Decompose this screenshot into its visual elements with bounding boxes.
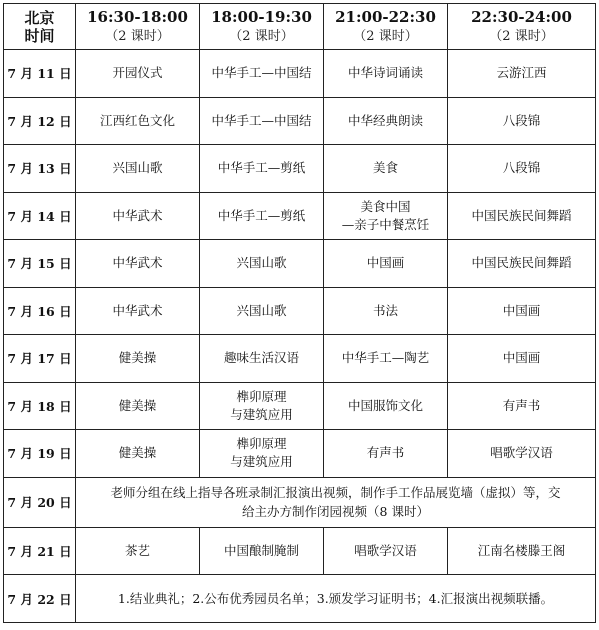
course-cell: 中国画	[448, 287, 596, 335]
course-cell: 美食	[324, 145, 448, 193]
slot-header-3	[324, 4, 448, 50]
course-cell: 健美操	[76, 430, 200, 478]
course-cell: 中国服饰文化	[324, 382, 448, 430]
note-cell	[76, 477, 596, 527]
course-cell	[200, 430, 324, 478]
course-cell	[324, 192, 448, 240]
course-cell: 书法	[324, 287, 448, 335]
date-cell: 7 月 18 日	[4, 382, 76, 430]
course-cell: 中国民族民间舞蹈	[448, 240, 596, 288]
table-row	[4, 477, 596, 527]
course-cell: 中国民族民间舞蹈	[448, 192, 596, 240]
course-cell: 中国画	[448, 335, 596, 383]
date-cell: 7 月 22 日	[4, 575, 76, 623]
course-cell: 云游江西	[448, 50, 596, 98]
table-row	[4, 335, 596, 383]
date-cell: 7 月 19 日	[4, 430, 76, 478]
course-line-1: 美食中国	[360, 198, 411, 214]
course-line-2: 与建筑应用	[230, 406, 293, 422]
course-cell: 中华手工—中国结	[200, 97, 324, 145]
course-cell: 八段锦	[448, 145, 596, 193]
note-line-2: 给主办方制作闭园视频（8 课时）	[242, 504, 429, 519]
slot-time: 16:30-18:00	[87, 7, 188, 26]
course-cell: 中华诗词诵读	[324, 50, 448, 98]
course-cell: 中华经典朗读	[324, 97, 448, 145]
beijing-time-header	[4, 4, 76, 50]
course-cell: 健美操	[76, 335, 200, 383]
course-cell: 八段锦	[448, 97, 596, 145]
course-cell: 健美操	[76, 382, 200, 430]
course-cell: 中华武术	[76, 287, 200, 335]
date-cell: 7 月 13 日	[4, 145, 76, 193]
header-row	[4, 4, 596, 50]
date-cell: 7 月 14 日	[4, 192, 76, 240]
course-line-1: 榫卯原理	[236, 436, 287, 452]
date-cell: 7 月 16 日	[4, 287, 76, 335]
course-cell: 中华手工—陶艺	[324, 335, 448, 383]
slot-hours: （2 课时）	[353, 28, 418, 44]
table-row	[4, 192, 596, 240]
course-line-2: 与建筑应用	[230, 454, 293, 470]
slot-time: 21:00-22:30	[335, 7, 436, 26]
slot-time: 22:30-24:00	[471, 7, 572, 26]
course-line-2: —亲子中餐烹饪	[341, 216, 430, 232]
course-cell: 江南名楼滕王阁	[448, 527, 596, 575]
course-cell: 趣味生活汉语	[200, 335, 324, 383]
slot-hours: （2 课时）	[105, 28, 170, 44]
course-cell: 唱歌学汉语	[324, 527, 448, 575]
slot-header-1	[76, 4, 200, 50]
course-cell	[200, 382, 324, 430]
slot-header-2	[200, 4, 324, 50]
table-row	[4, 97, 596, 145]
course-cell: 有声书	[448, 382, 596, 430]
table-row	[4, 382, 596, 430]
corner-line-2: 时间	[24, 26, 55, 45]
course-cell: 兴国山歌	[200, 287, 324, 335]
table-row	[4, 575, 596, 623]
schedule-table	[3, 3, 596, 623]
table-row	[4, 145, 596, 193]
course-cell: 兴国山歌	[76, 145, 200, 193]
course-cell: 中华武术	[76, 192, 200, 240]
date-cell: 7 月 20 日	[4, 477, 76, 527]
date-cell: 7 月 15 日	[4, 240, 76, 288]
course-cell: 唱歌学汉语	[448, 430, 596, 478]
course-cell: 中华手工—中国结	[200, 50, 324, 98]
course-cell: 开园仪式	[76, 50, 200, 98]
slot-hours: （2 课时）	[489, 28, 554, 44]
table-row	[4, 527, 596, 575]
table-row	[4, 50, 596, 98]
table-row	[4, 240, 596, 288]
table-row	[4, 287, 596, 335]
slot-header-4	[448, 4, 596, 50]
table-row	[4, 430, 596, 478]
course-cell: 江西红色文化	[76, 97, 200, 145]
note-line-1: 老师分组在线上指导各班录制汇报演出视频，制作手工作品展览墙（虚拟）等，交	[110, 485, 561, 500]
course-cell: 中国酿制腌制	[200, 527, 324, 575]
course-cell: 中华手工—剪纸	[200, 192, 324, 240]
slot-time: 18:00-19:30	[211, 7, 312, 26]
note-cell: 1.结业典礼；2.公布优秀园员名单；3.颁发学习证明书；4.汇报演出视频联播。	[76, 575, 596, 623]
date-cell: 7 月 11 日	[4, 50, 76, 98]
course-cell: 兴国山歌	[200, 240, 324, 288]
course-cell: 中华手工—剪纸	[200, 145, 324, 193]
date-cell: 7 月 17 日	[4, 335, 76, 383]
date-cell: 7 月 12 日	[4, 97, 76, 145]
date-cell: 7 月 21 日	[4, 527, 76, 575]
course-cell: 中国画	[324, 240, 448, 288]
course-cell: 茶艺	[76, 527, 200, 575]
slot-hours: （2 课时）	[229, 28, 294, 44]
course-cell: 中华武术	[76, 240, 200, 288]
course-line-1: 榫卯原理	[236, 388, 287, 404]
corner-line-1: 北京	[24, 8, 55, 27]
course-cell: 有声书	[324, 430, 448, 478]
